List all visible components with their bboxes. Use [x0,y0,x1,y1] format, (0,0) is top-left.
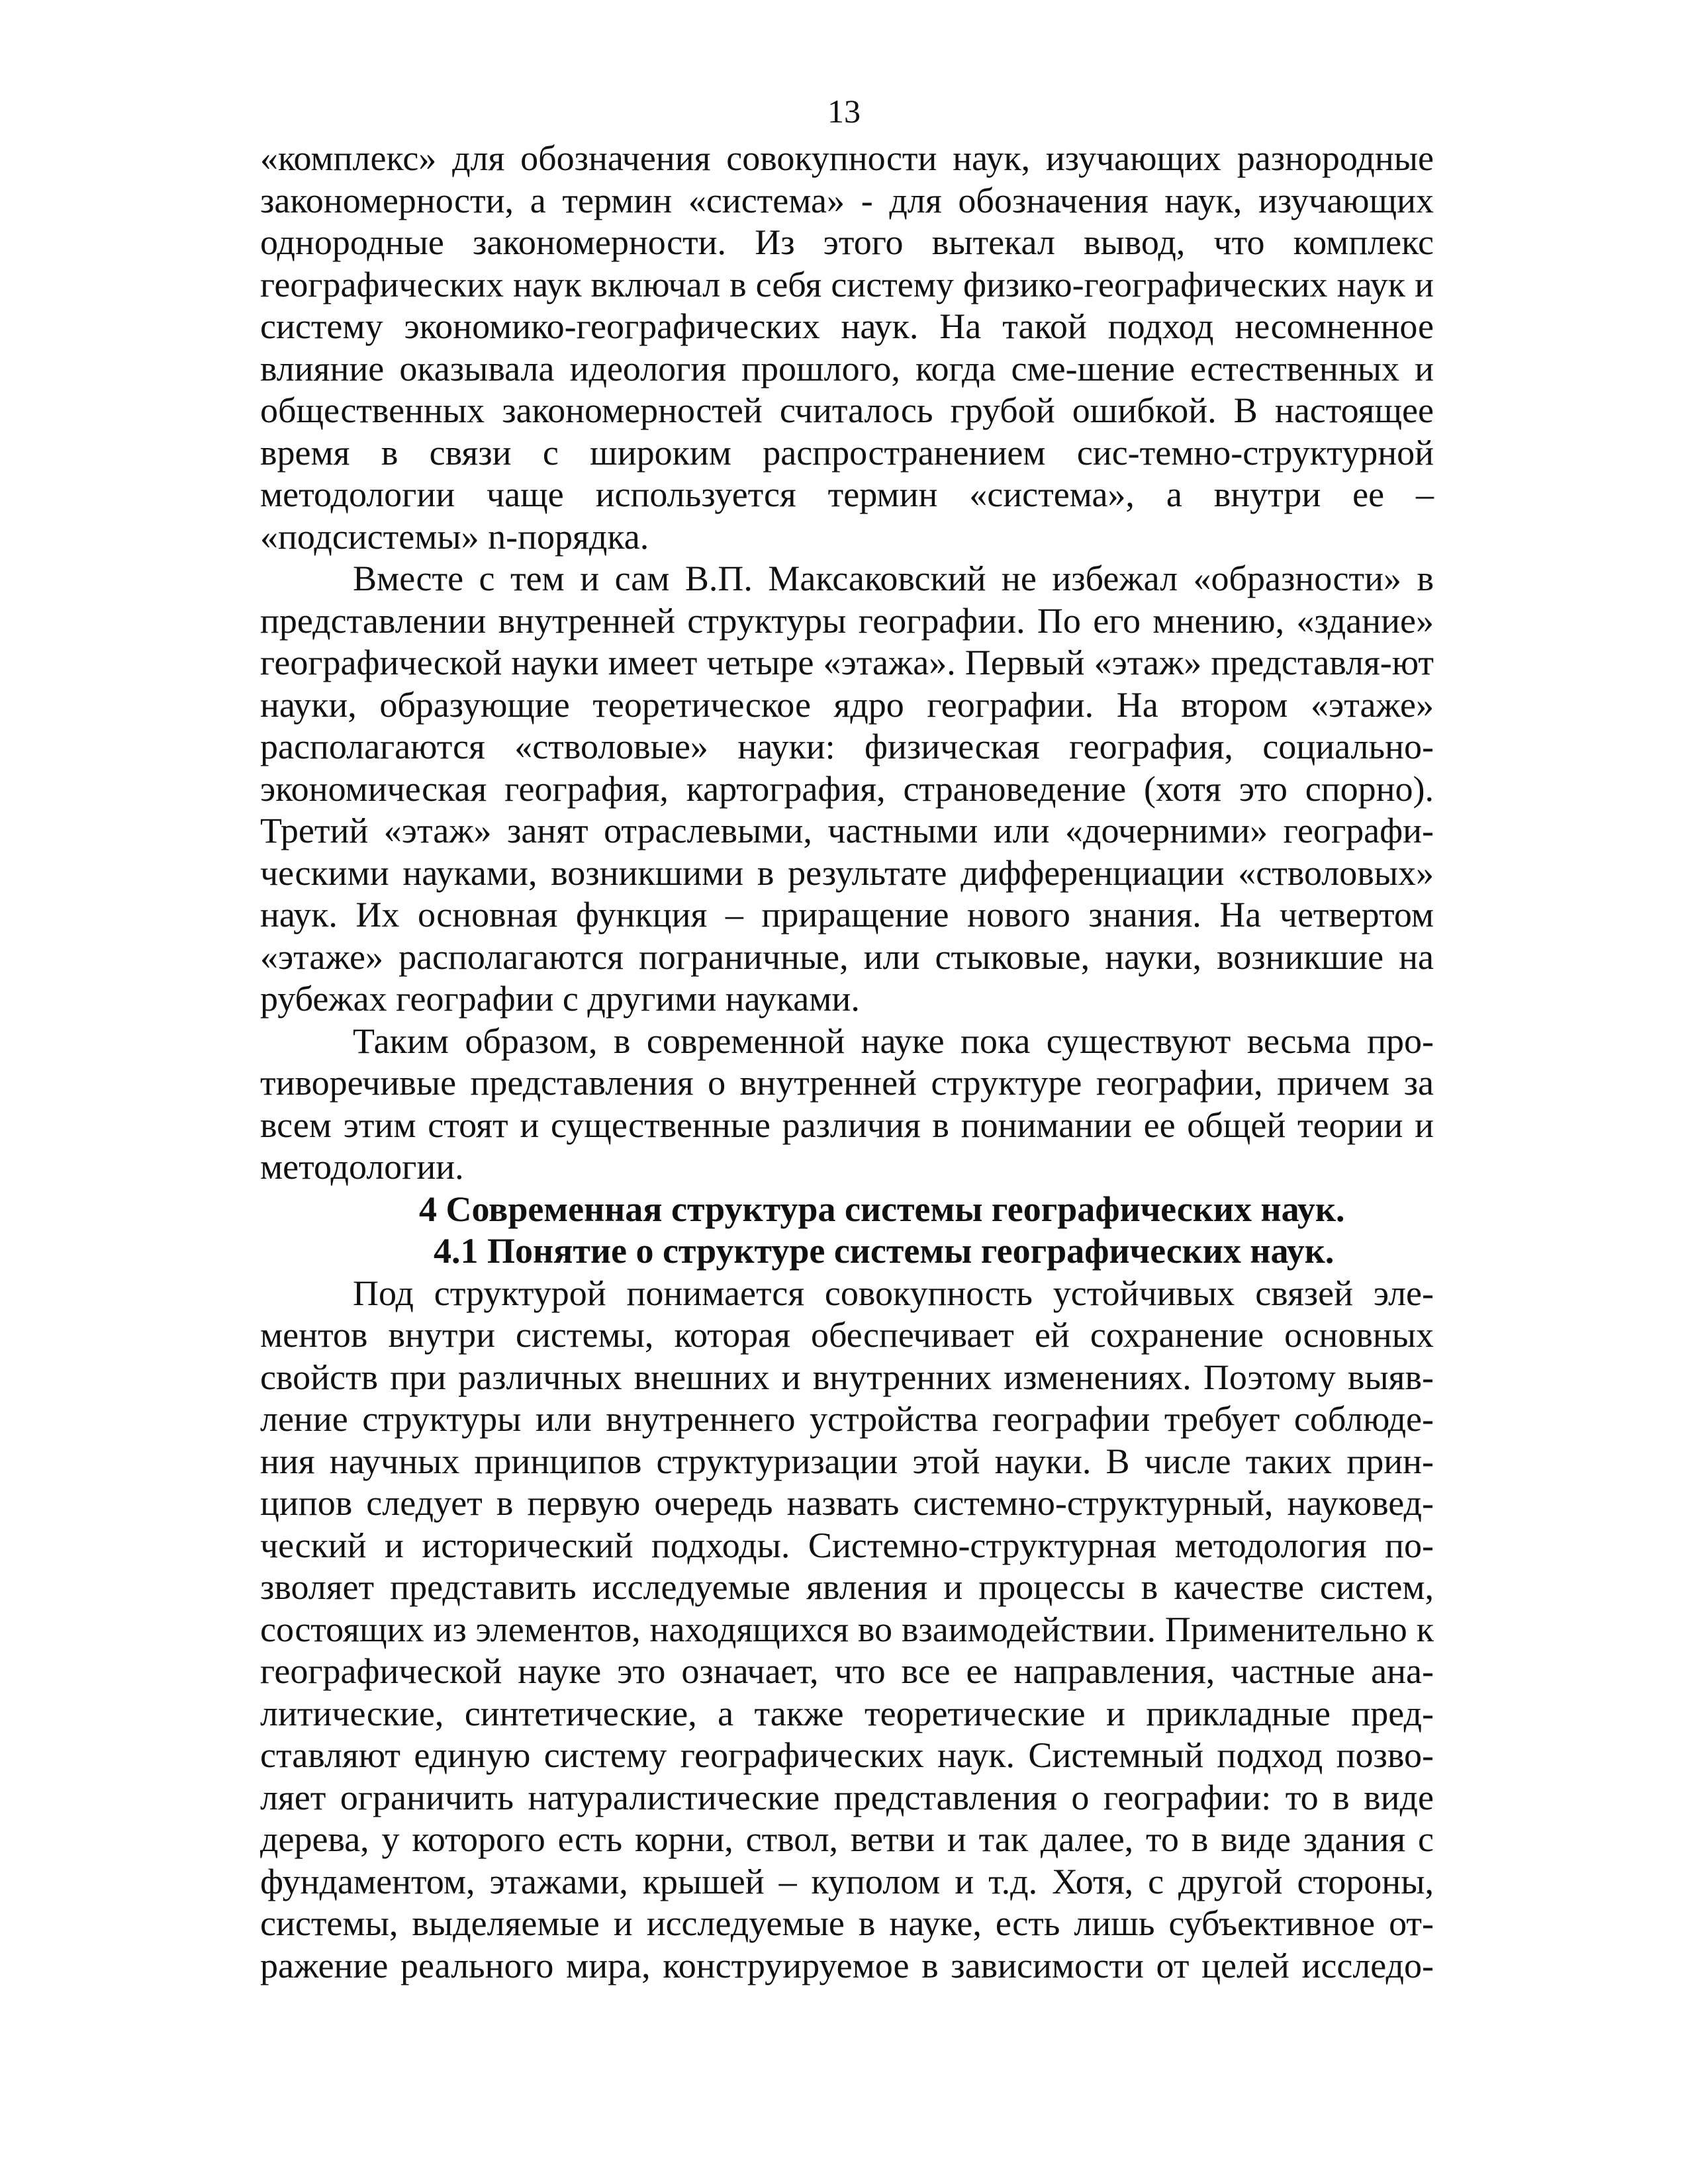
paragraph-conclusion: Таким образом, в современной науке пока существуют весьма про-тиворечивые представления о внутренней структуре географии, причем за всем этим стоят и существенные различия в понимании ее общей теории и методологии. [260,1021,1434,1187]
paragraph-continuation: «комплекс» для обозначения совокупности наук, изучающих разнородные закономерности, а термин «система» - для обозначения наук, изучающих однородные закономерности. Из этого вытекал вывод, что комплекс географических наук включал в себя систему физико-географических наук и систему экономико-географических наук. На такой подход несомненное влияние оказывала идеология прошлого, когда сме-шение естественных и общественных закономерностей считалось грубой ошибкой. В настоящее время в связи с широким распространением сис-темно-структурной методологии чаще используется термин «система», а внутри ее – «подсистемы» n-порядка. [260,138,1434,557]
subsection-heading: 4.1 Понятие о структуре системы географических наук. [434,1231,1335,1271]
page-number: 13 [827,93,861,130]
paragraph-maksakovsky: Вместе с тем и сам В.П. Максаковский не избежал «образности» в представлении внутренней структуры географии. По его мнению, «здание» географической науки имеет четыре «этажа». Первый «этаж» представля-ют науки, образующие теоретическое ядро географии. На втором «этаже» располагаются «стволовые» науки: физическая география, социально-экономическая география, картография, страноведение (хотя это спорно). Третий «этаж» занят отраслевыми, частными или «дочерними» географи-ческими науками, возникшими в результате дифференциации «стволовых» наук. Их основная функция – приращение нового знания. На четвертом «этаже» располагаются пограничные, или стыковые, науки, возникшие на рубежах географии с другими науками. [260,559,1434,1019]
paragraph-structure: Под структурой понимается совокупность устойчивых связей эле-ментов внутри системы, которая обеспечивает ей сохранение основных свойств при различных внешних и внутренних изменениях. Поэтому выяв-ление структуры или внутреннего устройства географии требует соблюде-ния научных принципов структуризации этой науки. В числе таких прин-ципов следует в первую очередь назвать системно-структурный, науковед-ческий и исторический подходы. Системно-структурная методология по-зволяет представить исследуемые явления и процессы в качестве систем, состоящих из элементов, находящихся во взаимодействии. Применительно к географической науке это означает, что все ее направления, частные ана-литические, синтетические, а также теоретические и прикладные пред-ставляют единую систему географических наук. Системный подход позво-ляет ограничить натуралистические представления о географии: то в виде дерева, у которого есть корни, ствол, ветви и так далее, то в виде здания с фундаментом, этажами, крышей – куполом и т.д. Хотя, с другой стороны, системы, выделяемые и исследуемые в науке, есть лишь субъективное от-ражение реального мира, конструируемое в зависимости от целей исследо- [260,1273,1434,1985]
body-text [260,138,1434,1987]
section-heading: 4 Современная структура системы географических наук. [419,1189,1345,1229]
